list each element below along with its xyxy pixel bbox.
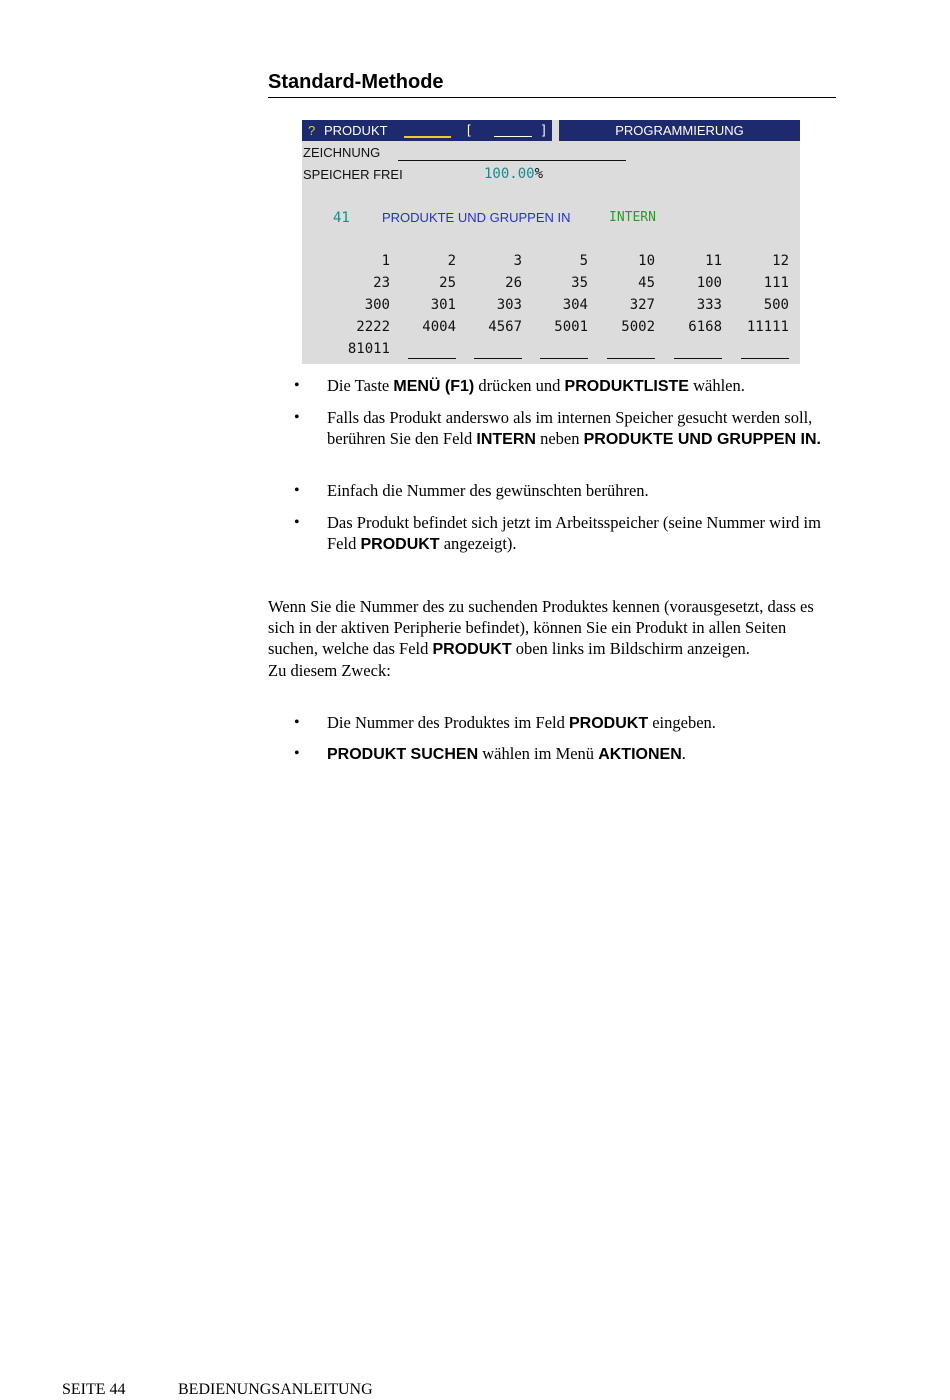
bullet-marker: • <box>294 409 300 426</box>
empty-product-slot <box>408 358 456 359</box>
product-number[interactable]: 23 <box>373 275 390 291</box>
product-number[interactable]: 11 <box>705 253 722 269</box>
product-number[interactable]: 111 <box>763 275 789 291</box>
product-number[interactable]: 45 <box>638 275 655 291</box>
product-number[interactable]: 500 <box>763 297 789 313</box>
document-title: BEDIENUNGSANLEITUNG <box>178 1381 373 1398</box>
page-number: SEITE 44 <box>62 1381 126 1398</box>
product-number[interactable]: 11111 <box>746 319 789 335</box>
product-number[interactable]: 81011 <box>347 341 390 357</box>
product-number[interactable]: 25 <box>439 275 456 291</box>
product-number[interactable]: 2 <box>447 253 456 269</box>
product-title-bar <box>302 120 552 141</box>
bracket-close: ] <box>542 122 546 137</box>
product-number[interactable]: 301 <box>430 297 456 313</box>
product-number[interactable]: 3 <box>513 253 522 269</box>
speicher-frei-label: SPEICHER FREI <box>303 167 403 182</box>
instruction-item-4: Das Produkt befindet sich jetzt im Arbeitsspeicher (seine Nummer wird im Feld PRODUKT angezeigt). <box>327 513 821 553</box>
bullet-marker: • <box>294 377 300 394</box>
product-number[interactable]: 303 <box>496 297 522 313</box>
terminal-screenshot <box>302 120 800 364</box>
bracket-open: [ <box>467 122 471 137</box>
product-number[interactable]: 5002 <box>621 319 655 335</box>
search-instruction-item-1: Die Nummer des Produktes im Feld PRODUKT eingeben. <box>327 713 716 732</box>
product-field-label: PRODUKT <box>324 123 388 138</box>
produkte-gruppen-label: PRODUKTE UND GRUPPEN IN <box>382 210 571 225</box>
empty-product-slot <box>474 358 522 359</box>
product-number[interactable]: 10 <box>638 253 655 269</box>
instruction-item-1: Die Taste MENÜ (F1) drücken und PRODUKTLISTE wählen. <box>327 376 745 395</box>
product-number[interactable]: 35 <box>571 275 588 291</box>
help-marker: ? <box>308 123 316 138</box>
product-number[interactable]: 304 <box>562 297 588 313</box>
product-number[interactable]: 6168 <box>688 319 722 335</box>
product-number[interactable]: 5 <box>579 253 588 269</box>
product-number[interactable]: 2222 <box>356 319 390 335</box>
group-number-field <box>494 136 532 137</box>
empty-product-slot <box>674 358 722 359</box>
section-heading: Standard-Methode <box>268 70 836 98</box>
product-count: 41 <box>333 210 350 226</box>
empty-product-slot <box>540 358 588 359</box>
product-number-field <box>404 136 451 138</box>
product-number[interactable]: 12 <box>772 253 789 269</box>
empty-product-slot <box>607 358 655 359</box>
speicher-frei-value: 100.00% <box>484 166 544 182</box>
search-instruction-item-2: PRODUKT SUCHEN wählen im Menü AKTIONEN. <box>327 744 686 763</box>
empty-product-slot <box>741 358 789 359</box>
product-number[interactable]: 5001 <box>554 319 588 335</box>
zeichnung-label: ZEICHNUNG <box>303 145 381 160</box>
zeichnung-field <box>398 160 626 161</box>
product-number[interactable]: 333 <box>696 297 722 313</box>
bullet-marker: • <box>294 482 300 499</box>
mode-title-bar: PROGRAMMIERUNG <box>559 120 800 141</box>
product-number[interactable]: 4004 <box>422 319 456 335</box>
bullet-marker: • <box>294 714 300 731</box>
product-number[interactable]: 4567 <box>488 319 522 335</box>
bullet-marker: • <box>294 745 300 762</box>
product-number[interactable]: 327 <box>629 297 655 313</box>
product-number[interactable]: 1 <box>381 253 390 269</box>
product-number[interactable]: 26 <box>505 275 522 291</box>
product-number[interactable]: 100 <box>696 275 722 291</box>
instruction-item-3: Einfach die Nummer des gewünschten berühren. <box>327 481 649 500</box>
bullet-marker: • <box>294 514 300 531</box>
intern-field: INTERN <box>609 210 656 225</box>
paragraph: Wenn Sie die Nummer des zu suchenden Produktes kennen (vorausgesetzt, dass es sich in der aktiven Peripherie befindet), können Sie ein Produkt in allen Seiten suchen, welche das Feld PRODUKT oben links im Bildschirm anzeigen. Zu diesem Zweck: <box>268 597 814 680</box>
instruction-item-2: Falls das Produkt anderswo als im internen Speicher gesucht werden soll, berühren Sie den Feld INTERN neben PRODUKTE UND GRUPPEN IN. <box>327 408 821 448</box>
product-number[interactable]: 300 <box>364 297 390 313</box>
